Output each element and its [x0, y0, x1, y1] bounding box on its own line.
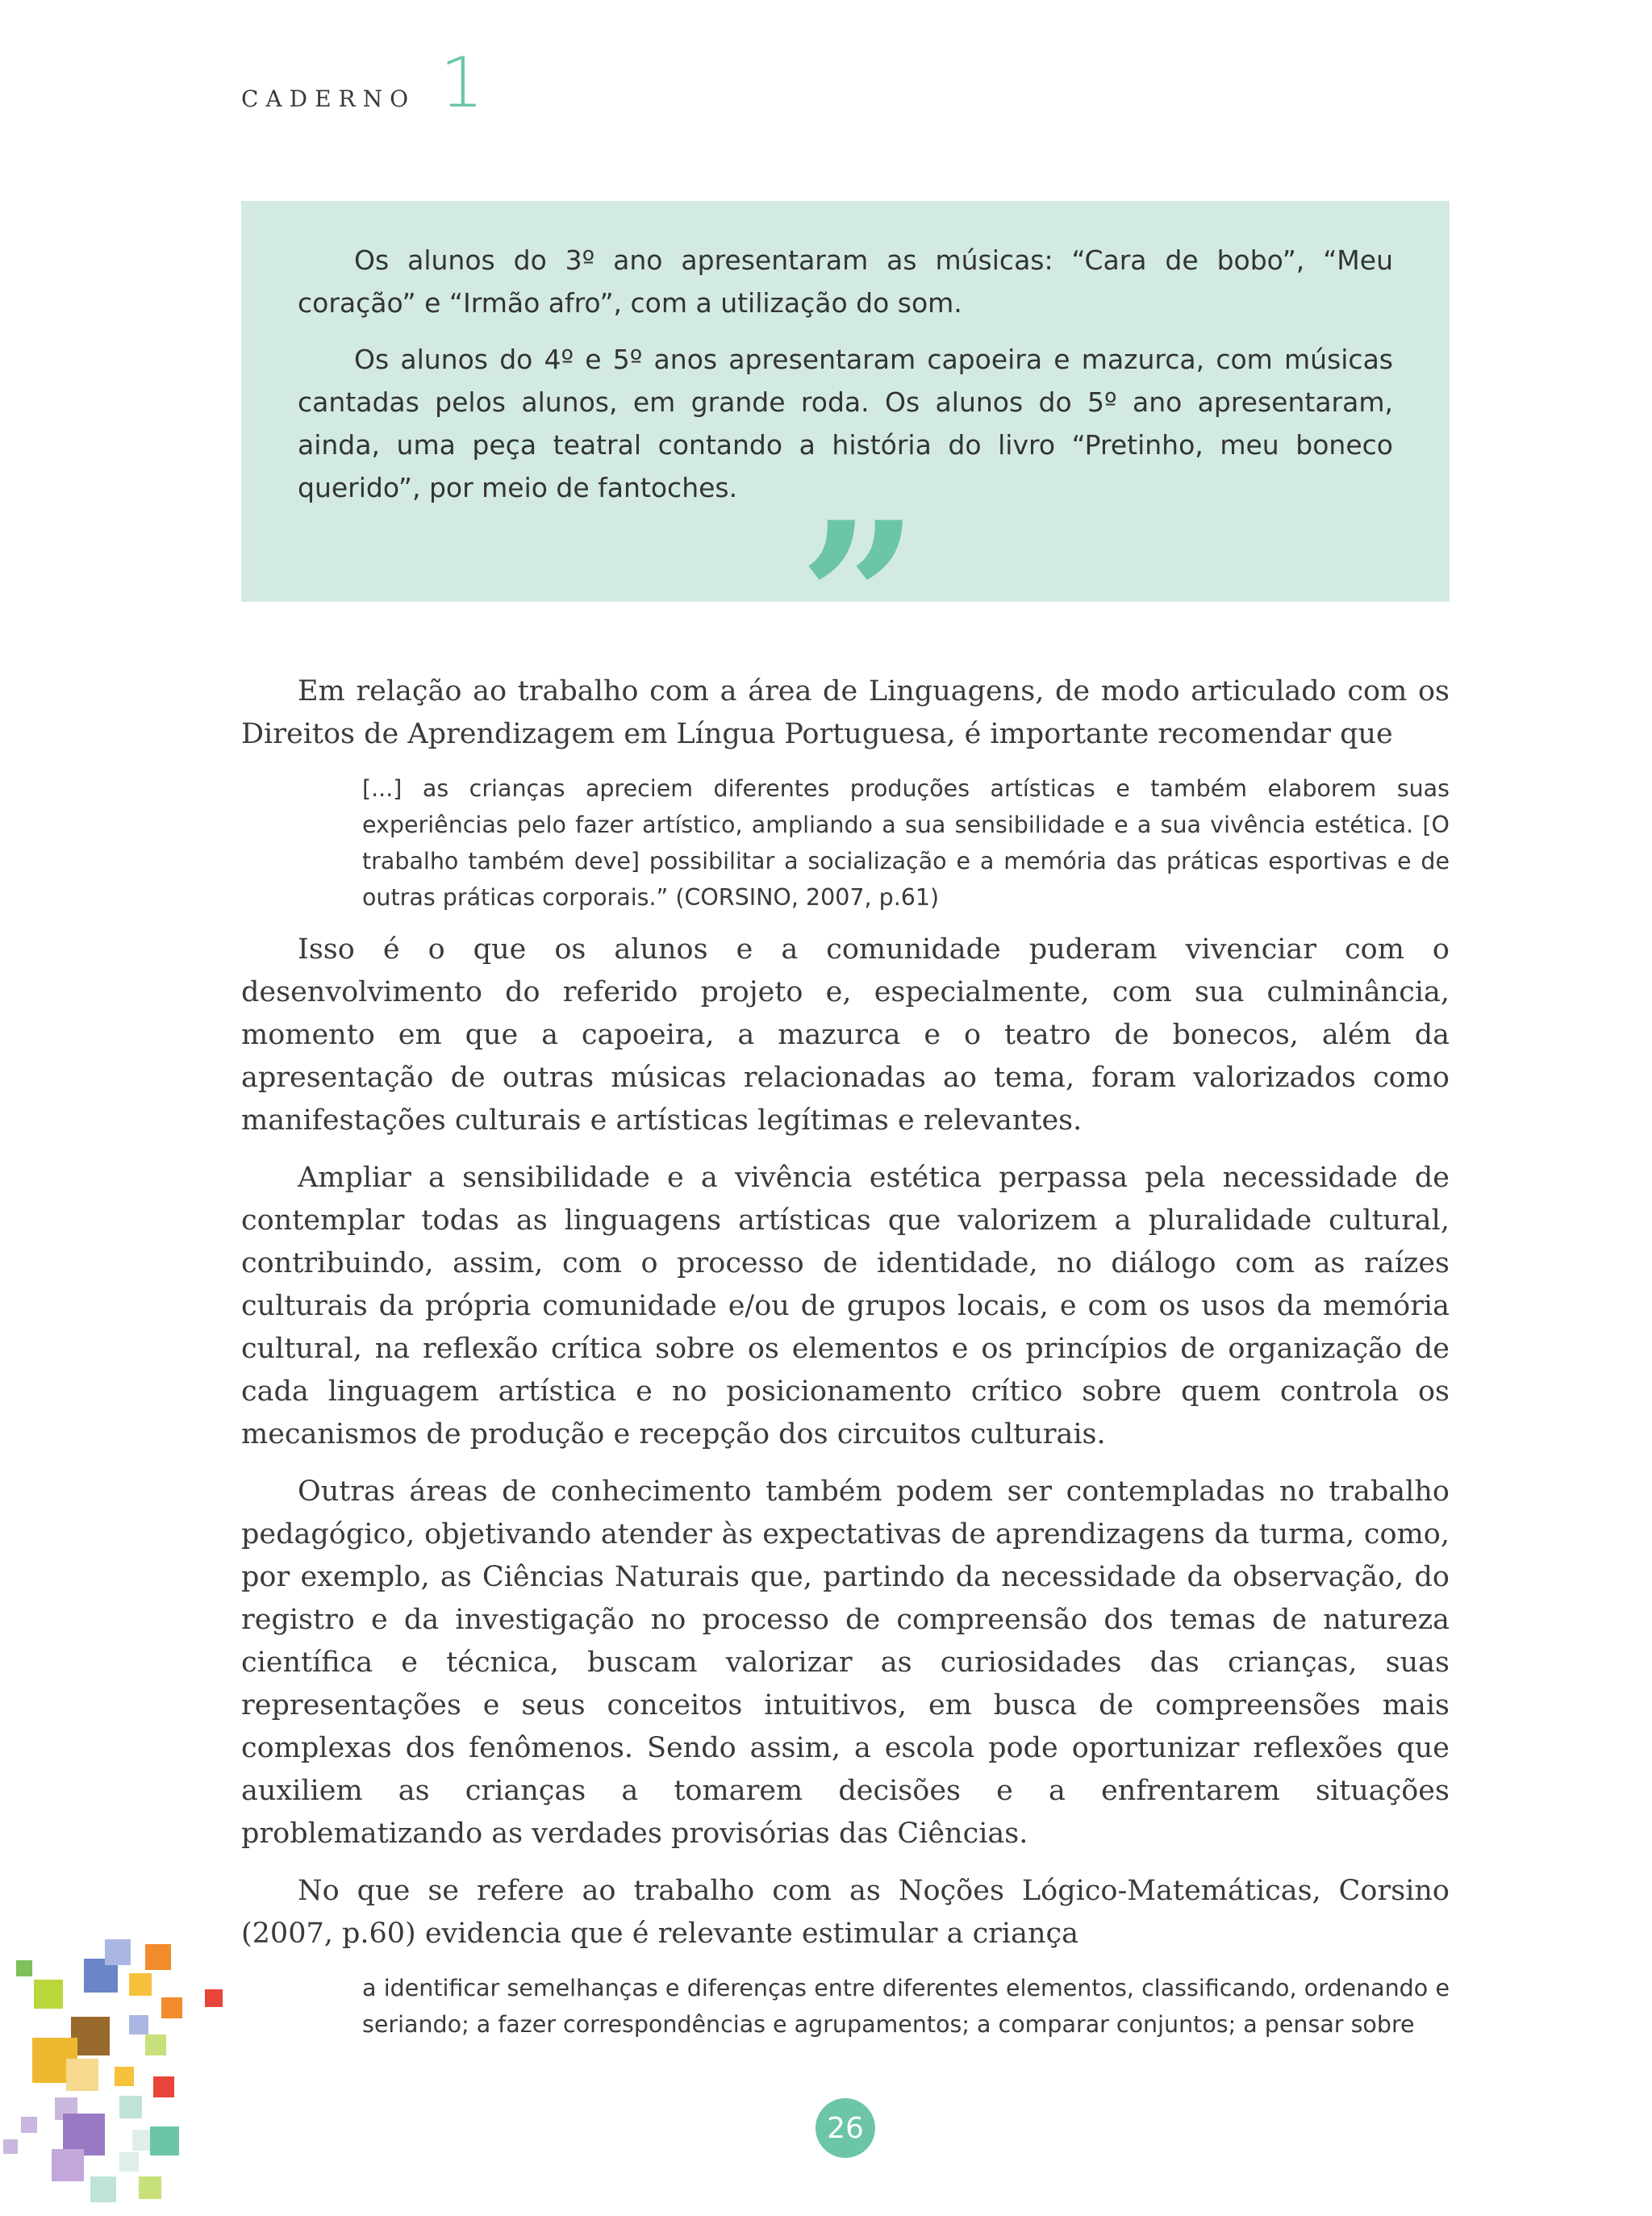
citation-block: a identificar semelhanças e diferenças entre diferentes elementos, classificando, ordenando e seriando; a fazer correspondências e agrupamentos; a comparar conjuntos; a pensar sobre: [362, 1975, 1450, 2038]
decor-square: [205, 1989, 223, 2007]
decor-square: [150, 2126, 179, 2155]
running-header: [241, 43, 484, 123]
decor-square: [115, 2067, 134, 2086]
body-paragraph: Outras áreas de conhecimento também podem ser contempladas no trabalho pedagógico, objetivando atender às expectativas de aprendizagens da turma, como, por exemplo, as Ciências Naturais que, partindo da necessidade da observação, do registro e da investigação no processo de compreensão dos temas de natureza científica e técnica, buscam valorizar as curiosidades das crianças, suas representações e seus conceitos intuitivos, em busca de compreensões mais complexas dos fenômenos. Sendo assim, a escola pode oportunizar reflexões que auxiliem as crianças a tomarem decisões e a enfrentarem situações problematizando as verdades provisórias das Ciências.: [241, 1475, 1450, 1850]
chapter-number: 1: [440, 43, 484, 123]
decor-square: [153, 2076, 174, 2097]
body-paragraph: Ampliar a sensibilidade e a vivência estética perpassa pela necessidade de contemplar todas as linguagens artísticas que valorizem a pluralidade cultural, contribuindo, assim, com o processo de identidade, no diálogo com as raízes culturais da própria comunidade e/ou de grupos locais, e com os usos da memória cultural, na reflexão crítica sobre os elementos e os princípios de organização de cada linguagem artística e no posicionamento crítico sobre quem controla os mecanismos de produção e recepção dos circuitos culturais.: [241, 1162, 1450, 1450]
decor-square: [66, 2059, 98, 2091]
decor-square: [129, 2015, 148, 2034]
page-number: 26: [816, 2098, 875, 2158]
decor-square: [105, 1939, 131, 1965]
header-label: CADERNO: [241, 86, 416, 112]
quote-paragraph: Os alunos do 4º e 5º anos apresentaram capoeira e mazurca, com músicas cantadas pelos alunos, em grande roda. Os alunos do 5º ano apresentaram, ainda, uma peça teatral contando a história do livro “Pretinho, meu boneco querido”, por meio de fantoches.: [298, 344, 1393, 503]
decor-square: [139, 2176, 161, 2199]
body-paragraph: Isso é o que os alunos e a comunidade puderam vivenciar com o desenvolvimento do referido projeto e, especialmente, com sua culminância, momento em que a capoeira, a mazurca e o teatro de bonecos, além da apresentação de outras músicas relacionadas ao tema, foram valorizados como manifestações culturais e artísticas legítimas e relevantes.: [241, 933, 1450, 1137]
citation-block: [...] as crianças apreciem diferentes produções artísticas e também elaborem suas experiências pelo fazer artístico, ampliando a sua sensibilidade e a sua vivência estética. [O trabalho também deve] possibilitar a socialização e a memória das práticas esportivas e de outras práticas corporais.” (CORSINO, 2007, p.61): [362, 775, 1450, 911]
decor-square: [161, 1997, 182, 2018]
closing-quote-icon: ”: [799, 477, 920, 723]
decor-square: [145, 2034, 166, 2055]
decor-square: [34, 1980, 63, 2009]
body-paragraph: No que se refere ao trabalho com as Noções Lógico-Matemáticas, Corsino (2007, p.60) evidencia que é relevante estimular a criança: [241, 1875, 1450, 1950]
decor-square: [145, 1944, 171, 1970]
decor-square: [90, 2176, 116, 2202]
decor-square: [129, 1973, 152, 1996]
decor-square: [21, 2117, 37, 2133]
decor-square: [3, 2139, 18, 2154]
quote-paragraph: Os alunos do 3º ano apresentaram as músicas: “Cara de bobo”, “Meu coração” e “Irmão afro”, com a utilização do som.: [298, 244, 1393, 319]
decor-square: [119, 2096, 142, 2118]
body-paragraph: Em relação ao trabalho com a área de Linguagens, de modo articulado com os Direitos de Aprendizagem em Língua Portuguesa, é importante recomendar que: [241, 675, 1450, 750]
main-text: [241, 670, 1450, 2055]
decor-square: [16, 1960, 32, 1976]
decor-square: [52, 2149, 84, 2181]
decor-square: [119, 2152, 139, 2172]
